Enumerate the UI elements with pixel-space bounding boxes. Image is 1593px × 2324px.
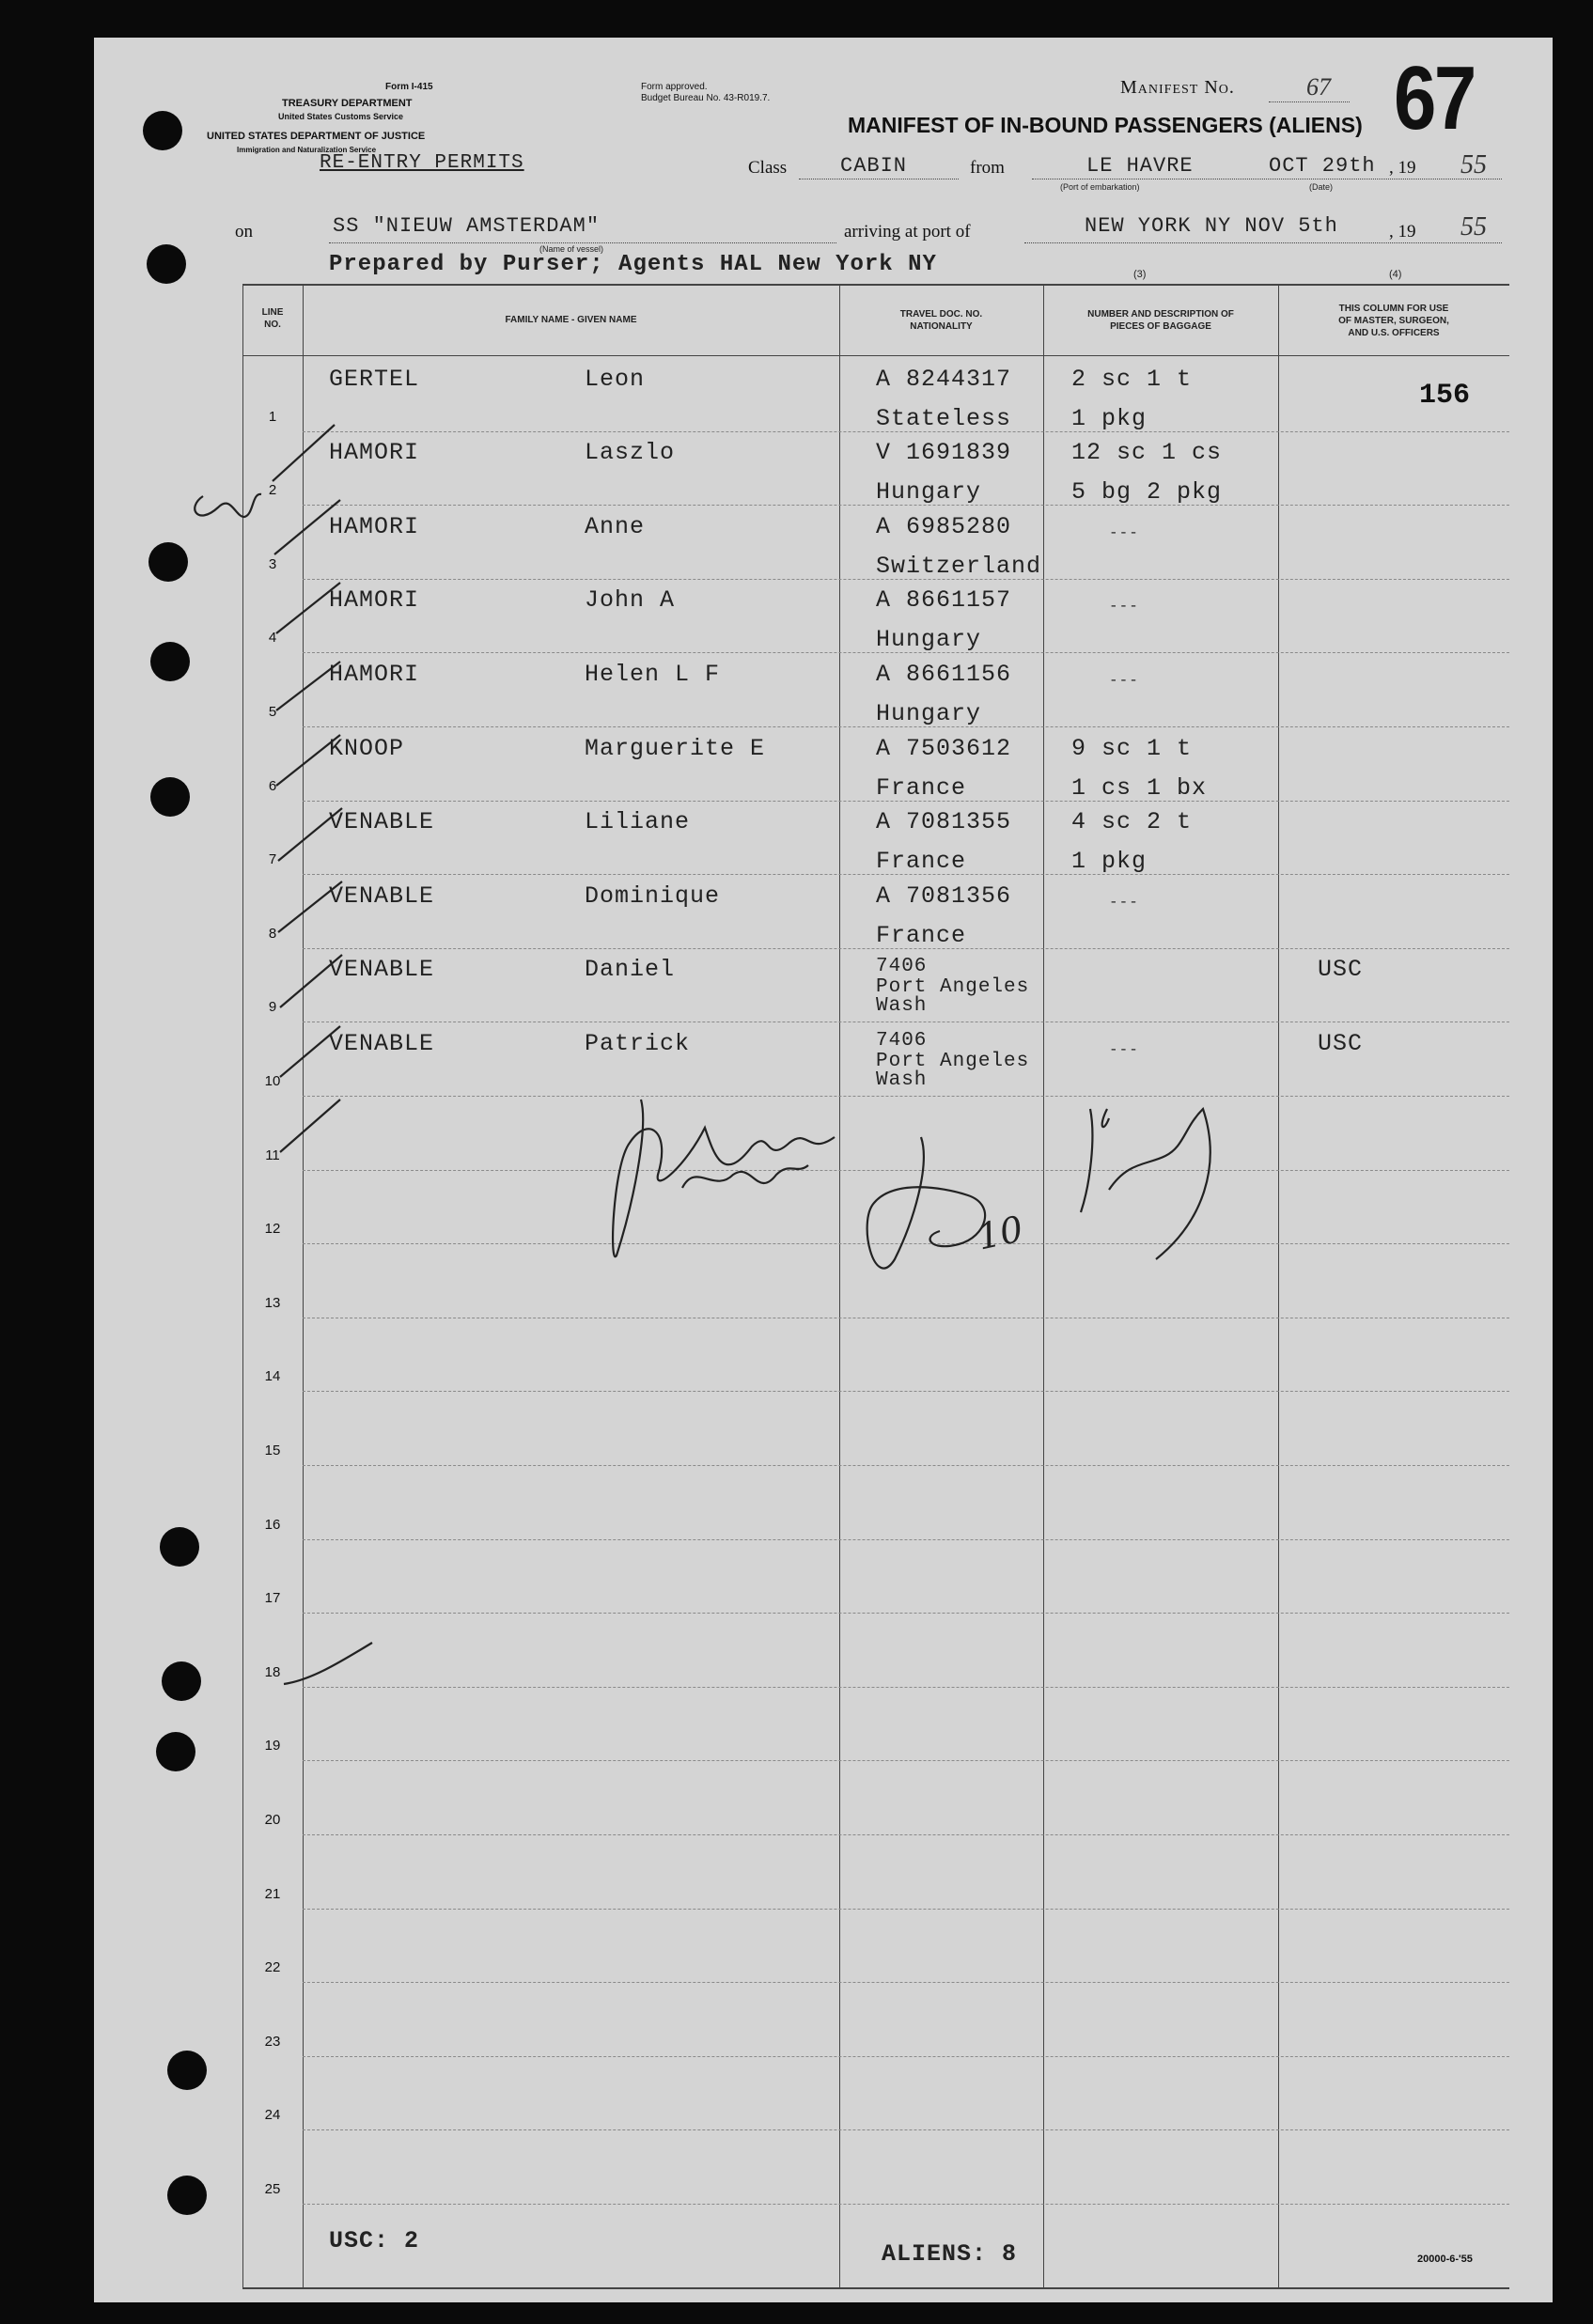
line-number: 14 (264, 1368, 281, 1384)
line-number: 12 (264, 1221, 281, 1237)
travel-doc-number: A 8244317 (876, 366, 1012, 393)
line-number: 18 (264, 1664, 281, 1680)
print-code: 20000-6-'55 (1417, 2254, 1473, 2265)
form-approved: Form approved. (641, 82, 708, 92)
baggage-line-2: 1 cs 1 bx (1071, 774, 1208, 802)
line-number: 10 (264, 1073, 281, 1089)
family-name: GERTEL (329, 366, 420, 393)
page-title: MANIFEST OF IN-BOUND PASSENGERS (ALIENS) (848, 113, 1363, 137)
nationality: Hungary (876, 478, 982, 506)
col3-tag: (3) (1133, 269, 1147, 280)
year-1: 55 (1460, 150, 1487, 179)
baggage-line-2: 1 pkg (1071, 848, 1148, 875)
baggage-line-1: --- (1109, 598, 1139, 615)
on-label: on (235, 222, 253, 242)
baggage-line-1: --- (1109, 524, 1139, 541)
nationality: Stateless (876, 405, 1012, 432)
nationality: Switzerland (876, 553, 1042, 580)
embark-date: OCT 29th (1269, 154, 1376, 178)
given-name: Patrick (585, 1030, 691, 1057)
annotation-156: 156 (1419, 380, 1471, 412)
line-number: 24 (264, 2107, 281, 2123)
line-number: 2 (268, 482, 277, 498)
family-name: HAMORI (329, 586, 420, 614)
treasury-department: TREASURY DEPARTMENT (282, 98, 413, 109)
class-value: CABIN (840, 154, 908, 178)
arrival-port-date: NEW YORK NY NOV 5th (1085, 214, 1338, 238)
line-number: 23 (264, 2034, 281, 2050)
line-no-heading: LINE NO. (261, 307, 284, 330)
given-name: Marguerite E (585, 735, 766, 762)
nationality: Hungary (876, 700, 982, 727)
nationality-line-2: Wash (876, 995, 928, 1017)
given-name: Anne (585, 513, 646, 540)
manifest-page (94, 38, 1553, 2302)
line-number: 6 (268, 778, 277, 794)
port-of-embarkation: LE HAVRE (1086, 154, 1194, 178)
given-name: John A (585, 586, 676, 614)
family-name: HAMORI (329, 513, 420, 540)
family-name: HAMORI (329, 661, 420, 688)
baggage-heading: NUMBER AND DESCRIPTION OF PIECES OF BAGGAGE (1087, 309, 1234, 332)
travel-doc-number: 7406 (876, 956, 928, 977)
line-number: 7 (268, 851, 277, 867)
footer-aliens-count: ALIENS: 8 (882, 2240, 1018, 2268)
line-number: 21 (264, 1886, 281, 1902)
family-name: VENABLE (329, 882, 435, 910)
nationality: Port Angeles (876, 976, 1030, 998)
arriving-label: arriving at port of (844, 222, 971, 242)
port-caption: (Port of embarkation) (1060, 182, 1140, 192)
baggage-line-1: --- (1109, 672, 1139, 689)
line-number: 3 (268, 556, 277, 572)
travel-doc-number: A 8661157 (876, 586, 1012, 614)
given-name: Laszlo (585, 439, 676, 466)
manifest-number-stamp: 67 (1394, 48, 1475, 148)
line-number: 13 (264, 1295, 281, 1311)
from-label: from (970, 158, 1005, 178)
justice-department: UNITED STATES DEPARTMENT OF JUSTICE (207, 131, 426, 142)
given-name: Leon (585, 366, 646, 393)
given-name: Dominique (585, 882, 721, 910)
given-name: Liliane (585, 808, 691, 835)
year-prefix-1: , 19 (1389, 158, 1416, 178)
nationality: France (876, 774, 967, 802)
nationality: France (876, 848, 967, 875)
name-heading: FAMILY NAME - GIVEN NAME (505, 315, 637, 325)
baggage-line-1: 9 sc 1 t (1071, 735, 1193, 762)
budget-bureau: Budget Bureau No. 43-R019.7. (641, 93, 771, 103)
date-caption: (Date) (1309, 182, 1334, 192)
travel-doc-heading: TRAVEL DOC. NO. NATIONALITY (899, 309, 983, 332)
travel-doc-number: 7406 (876, 1030, 928, 1052)
travel-doc-number: A 8661156 (876, 661, 1012, 688)
vessel-caption: (Name of vessel) (539, 244, 604, 254)
travel-doc-number: V 1691839 (876, 439, 1012, 466)
family-name: HAMORI (329, 439, 420, 466)
customs-service: United States Customs Service (278, 112, 404, 121)
col4-tag: (4) (1389, 269, 1402, 280)
nationality: Hungary (876, 626, 982, 653)
baggage-line-1: --- (1109, 894, 1139, 911)
travel-doc-number: A 7503612 (876, 735, 1012, 762)
line-number: 1 (268, 409, 277, 425)
line-number: 17 (264, 1590, 281, 1606)
baggage-line-1: 4 sc 2 t (1071, 808, 1193, 835)
baggage-line-2: 5 bg 2 pkg (1071, 478, 1223, 506)
line-number: 4 (268, 630, 277, 646)
given-name: Daniel (585, 956, 676, 983)
baggage-line-2: 1 pkg (1071, 405, 1148, 432)
manifest-number-handwritten: 67 (1306, 73, 1331, 101)
line-number: 25 (264, 2181, 281, 2197)
line-number: 9 (268, 999, 277, 1015)
baggage-line-1: 2 sc 1 t (1071, 366, 1193, 393)
class-label: Class (748, 158, 788, 178)
immigration-service: Immigration and Naturalization Service (237, 146, 377, 154)
year-2: 55 (1460, 212, 1487, 242)
line-number: 16 (264, 1517, 281, 1533)
officer-note: USC (1318, 1030, 1364, 1057)
vessel-name: SS "NIEUW AMSTERDAM" (333, 214, 601, 238)
reentry-permits: RE-ENTRY PERMITS (320, 152, 524, 174)
travel-doc-number: A 7081356 (876, 882, 1012, 910)
handwritten-number: 10 (973, 1208, 1027, 1258)
line-number: 19 (264, 1738, 281, 1754)
line-number: 5 (268, 704, 277, 720)
nationality-line-2: Wash (876, 1069, 928, 1091)
line-number: 22 (264, 1959, 281, 1975)
nationality: France (876, 922, 967, 949)
officer-note: USC (1318, 956, 1364, 983)
baggage-line-1: --- (1109, 1041, 1139, 1058)
prepared-by: Prepared by Purser; Agents HAL New York NY (329, 252, 937, 277)
family-name: VENABLE (329, 1030, 435, 1057)
line-number: 8 (268, 926, 277, 942)
line-number: 11 (265, 1147, 280, 1163)
nationality: Port Angeles (876, 1051, 1030, 1072)
year-prefix-2: , 19 (1389, 222, 1416, 242)
family-name: VENABLE (329, 956, 435, 983)
family-name: KNOOP (329, 735, 405, 762)
baggage-line-1: 12 sc 1 cs (1071, 439, 1223, 466)
footer-usc-count: USC: 2 (329, 2227, 420, 2254)
line-number: 15 (264, 1443, 281, 1458)
given-name: Helen L F (585, 661, 721, 688)
travel-doc-number: A 6985280 (876, 513, 1012, 540)
line-number: 20 (264, 1812, 281, 1828)
family-name: VENABLE (329, 808, 435, 835)
manifest-label: Manifest No. (1120, 77, 1235, 98)
travel-doc-number: A 7081355 (876, 808, 1012, 835)
form-number: Form I-415 (385, 82, 433, 92)
handwritten-marks (94, 38, 1553, 2302)
officers-heading: THIS COLUMN FOR USE OF MASTER, SURGEON, AND U.S. OFFICERS (1338, 304, 1449, 338)
